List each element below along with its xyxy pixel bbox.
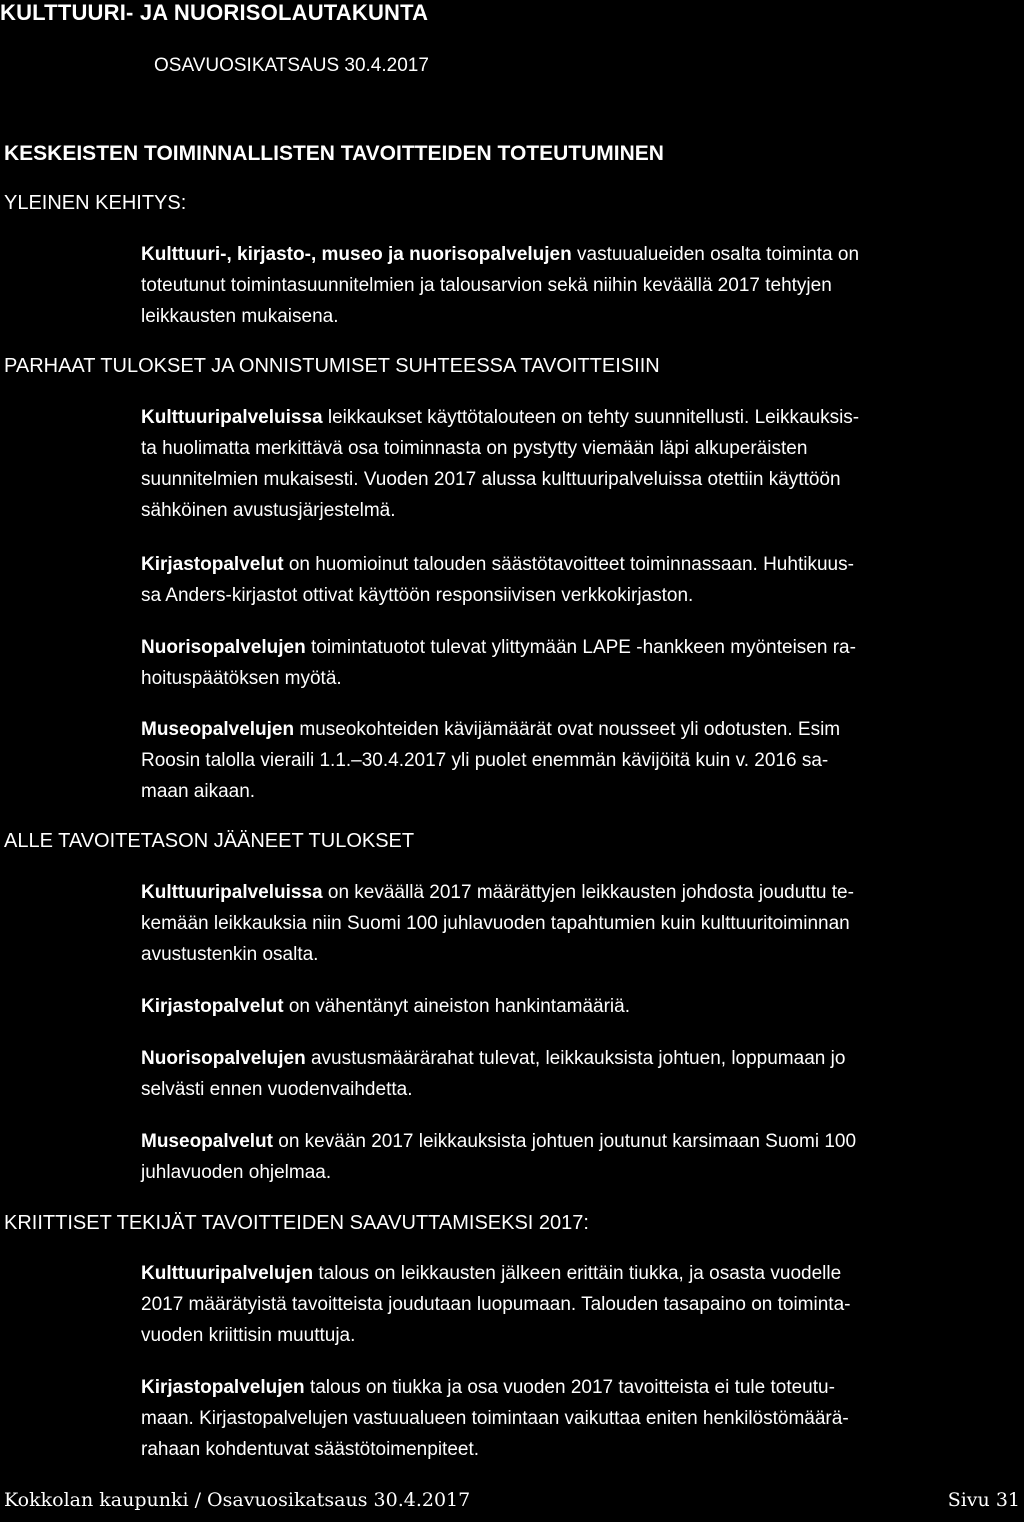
bold-lead: Nuorisopalvelujen (141, 1048, 306, 1069)
paragraph-general-development (141, 239, 1021, 332)
text-line: on keväällä 2017 määrättyjen leikkausten johdosta jouduttu te- (322, 882, 854, 903)
paragraph-below-culture (141, 877, 1021, 970)
bold-lead: Museopalvelut (141, 1131, 273, 1152)
text-line: museokohteiden kävijämäärät ovat nousseet yli odotusten. Esim (294, 719, 841, 740)
text-line: talous on leikkausten jälkeen erittäin tiukka, ja osasta vuodelle (313, 1263, 842, 1284)
committee-name: KULTTUURI- JA NUORISOLAUTAKUNTA (0, 0, 429, 25)
text-line: vastuualueiden osalta toiminta on (571, 244, 860, 265)
text-line: kemään leikkauksia niin Suomi 100 juhlavuoden tapahtumien kuin kulttuuritoiminnan (141, 913, 850, 934)
text-line: toimintatuotot tulevat ylittymään LAPE -hankkeen myönteisen ra- (305, 637, 856, 658)
paragraph-best-library (141, 549, 1021, 611)
paragraph-best-culture (141, 402, 1021, 526)
text-line: selvästi ennen vuodenvaihdetta. (141, 1079, 413, 1100)
text-line: vuoden kriittisin muuttuja. (141, 1325, 356, 1346)
text-line: rahaan kohdentuvat säästötoimenpiteet. (141, 1439, 480, 1460)
text-line: leikkausten mukaisena. (141, 306, 339, 327)
text-line: sa Anders-kirjastot ottivat käyttöön responsiivisen verkkokirjaston. (141, 585, 694, 606)
paragraph-best-youth (141, 632, 1021, 694)
text-line: on kevään 2017 leikkauksista johtuen joutunut karsimaan Suomi 100 (272, 1131, 857, 1152)
paragraph-critical-library (141, 1372, 1021, 1465)
bold-lead: Museopalvelujen (141, 719, 295, 740)
section-heading-below-target: ALLE TAVOITETASON JÄÄNEET TULOKSET (4, 830, 415, 852)
text-line: juhlavuoden ohjelmaa. (141, 1162, 332, 1183)
bold-lead: Kirjastopalvelut (141, 554, 284, 575)
bold-lead: Kulttuuripalveluissa (141, 882, 323, 903)
text-line: leikkaukset käyttötalouteen on tehty suunnitellusti. Leikkauksis- (322, 407, 860, 428)
text-line: Roosin talolla vieraili 1.1.–30.4.2017 yli puolet enemmän kävijöitä kuin v. 2016 sa- (141, 750, 829, 771)
bold-lead: Kirjastopalvelujen (141, 1377, 305, 1398)
text-line: avustustenkin osalta. (141, 944, 319, 965)
section-heading-best-results: PARHAAT TULOKSET JA ONNISTUMISET SUHTEESSA TAVOITTEISIIN (4, 355, 660, 377)
footer-page-number: Sivu 31 (947, 1489, 1020, 1511)
paragraph-below-library (141, 991, 1021, 1022)
footer-document-title: Kokkolan kaupunki / Osavuosikatsaus 30.4.2017 (4, 1489, 471, 1511)
bold-lead: Kulttuuripalveluissa (141, 407, 323, 428)
paragraph-below-youth (141, 1043, 1021, 1105)
paragraph-best-museum (141, 714, 1021, 807)
bold-lead: Nuorisopalvelujen (141, 637, 306, 658)
text-line: on vähentänyt aineiston hankintamääriä. (283, 996, 630, 1017)
text-line: maan aikaan. (141, 781, 256, 802)
bold-lead: Kulttuuripalvelujen (141, 1263, 314, 1284)
bold-lead: Kirjastopalvelut (141, 996, 284, 1017)
bold-lead: Kulttuuri-, kirjasto-, museo ja nuorisopalvelujen (141, 244, 572, 265)
text-line: 2017 määrätyistä tavoitteista joudutaan luopumaan. Talouden tasapaino on toiminta- (141, 1294, 851, 1315)
text-line: ta huolimatta merkittävä osa toiminnasta on pystytty viemään läpi alkuperäisten (141, 438, 808, 459)
main-heading: KESKEISTEN TOIMINNALLISTEN TAVOITTEIDEN TOTEUTUMINEN (4, 142, 664, 165)
text-line: maan. Kirjastopalvelujen vastuualueen toimintaan vaikuttaa eniten henkilöstömäärä- (141, 1408, 849, 1429)
text-line: sähköinen avustusjärjestelmä. (141, 500, 396, 521)
text-line: avustusmäärärahat tulevat, leikkauksista johtuen, loppumaan jo (305, 1048, 846, 1069)
report-subtitle: OSAVUOSIKATSAUS 30.4.2017 (154, 55, 429, 76)
section-heading-general: YLEINEN KEHITYS: (4, 192, 187, 214)
text-line: hoituspäätöksen myötä. (141, 668, 342, 689)
section-heading-critical-factors: KRIITTISET TEKIJÄT TAVOITTEIDEN SAAVUTTAMISEKSI 2017: (4, 1212, 589, 1234)
text-line: suunnitelmien mukaisesti. Vuoden 2017 alussa kulttuuripalveluissa otettiin käyttöön (141, 469, 841, 490)
paragraph-critical-culture (141, 1258, 1021, 1351)
text-line: on huomioinut talouden säästötavoitteet toiminnassaan. Huhtikuus- (283, 554, 854, 575)
text-line: toteutunut toimintasuunnitelmien ja talousarvion sekä niihin keväällä 2017 tehtyjen (141, 275, 832, 296)
text-line: talous on tiukka ja osa vuoden 2017 tavoitteista ei tule toteutu- (304, 1377, 835, 1398)
paragraph-below-museum (141, 1126, 1021, 1188)
